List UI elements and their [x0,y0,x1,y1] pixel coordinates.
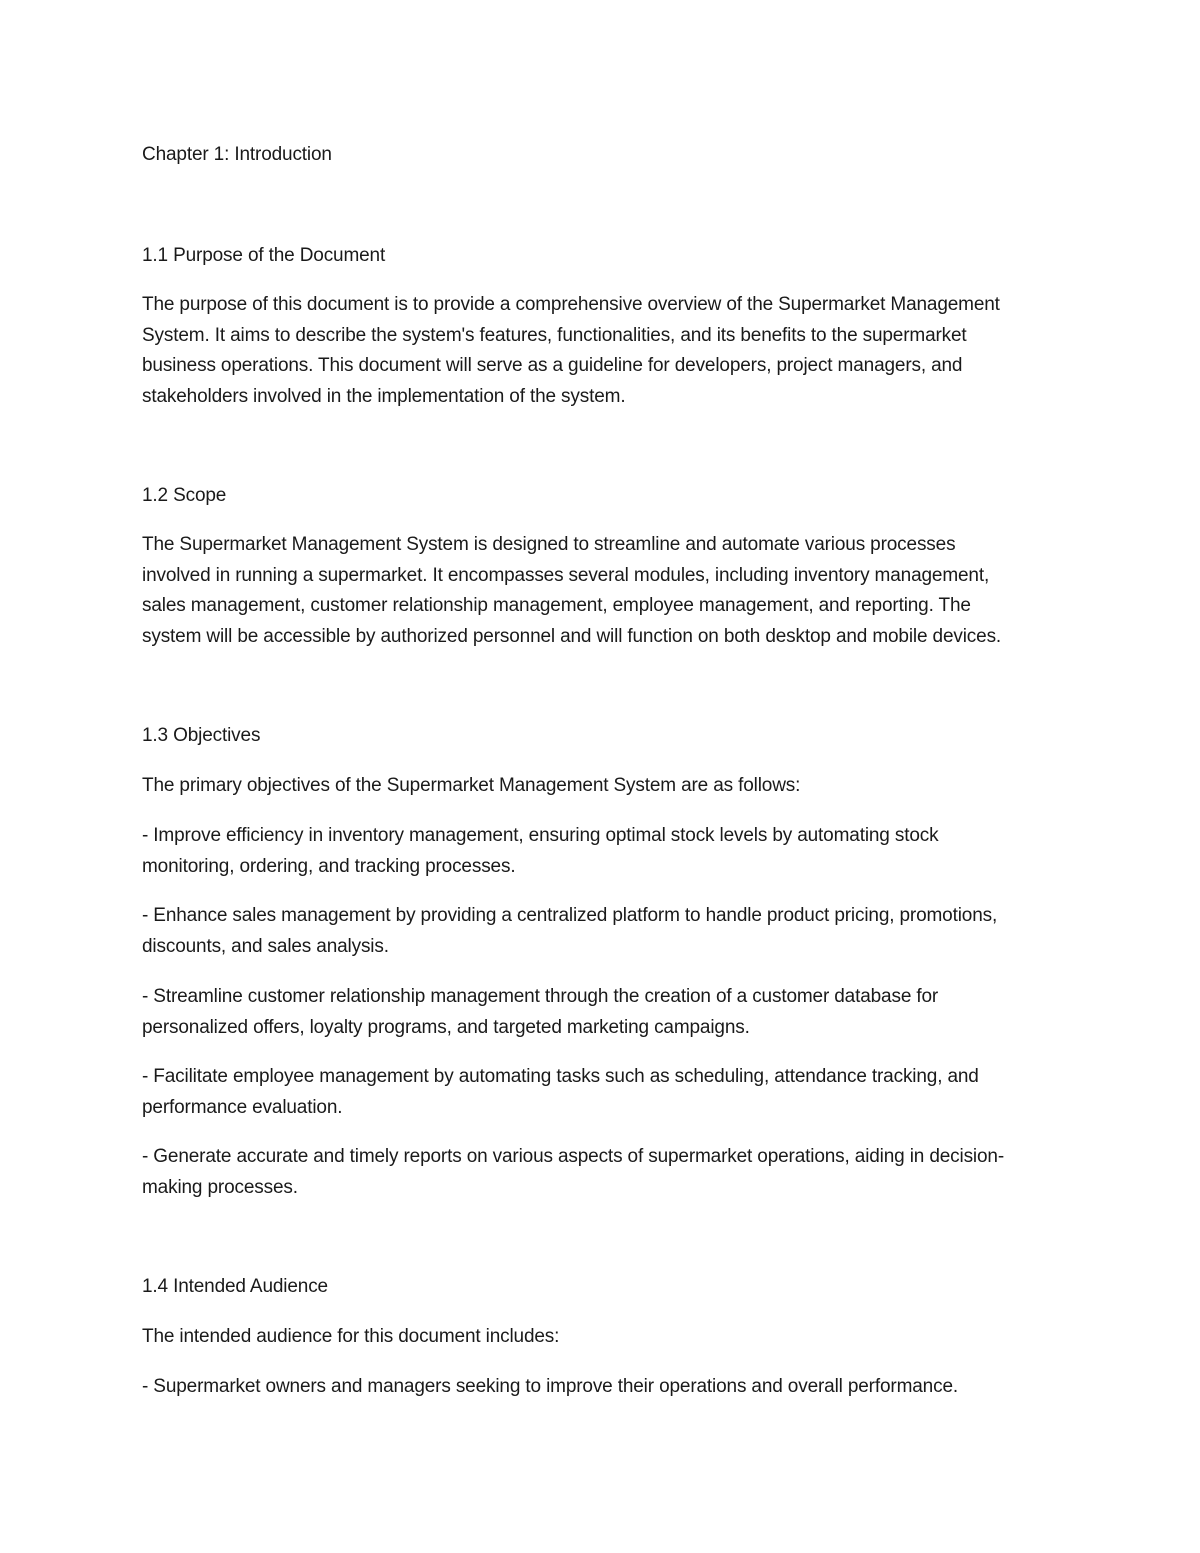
bullet-line: - Supermarket owners and managers seeking to improve their operations and overall performance. [142,1376,958,1397]
body-line: involved in running a supermarket. It encompasses several modules, including inventory management, [142,564,990,586]
body-line: business operations. This document will serve as a guideline for developers, project managers, and [142,355,963,376]
section-body-scope [142,530,1072,652]
objective-bullet [142,1062,1072,1123]
section-intro-objectives [142,771,1072,802]
intro-line: The primary objectives of the Supermarket Management System are as follows: [142,775,801,796]
bullet-line: performance evaluation. [142,1096,343,1118]
section-intro-audience [142,1322,1072,1353]
bullet-line: - Streamline customer relationship management through the creation of a customer database for [142,986,939,1007]
audience-bullet [142,1372,1072,1403]
intro-line: The intended audience for this document includes: [142,1326,560,1347]
bullet-line: discounts, and sales analysis. [142,935,389,957]
section-heading-text: 1.4 Intended Audience [142,1276,328,1297]
bullet-line: making processes. [142,1176,298,1198]
section-heading-purpose [142,241,1072,272]
section-heading-text: 1.1 Purpose of the Document [142,245,386,266]
chapter-title [142,140,1072,171]
bullet-line: - Facilitate employee management by automating tasks such as scheduling, attendance tracking, and [142,1066,979,1087]
body-line: system will be accessible by authorized personnel and will function on both desktop and mobile devices. [142,625,1002,647]
chapter-title-text: Chapter 1: Introduction [142,144,332,165]
bullet-line: - Improve efficiency in inventory management, ensuring optimal stock levels by automating stock [142,825,939,846]
bullet-line: - Enhance sales management by providing a centralized platform to handle product pricing, promotions, [142,905,998,926]
objective-bullet [142,821,1072,882]
section-heading-text: 1.2 Scope [142,485,227,506]
objective-bullet [142,982,1072,1043]
body-line: stakeholders involved in the implementation of the system. [142,385,626,407]
objective-bullet [142,1142,1072,1203]
body-line: The Supermarket Management System is designed to streamline and automate various processes [142,534,956,555]
body-line: The purpose of this document is to provide a comprehensive overview of the Supermarket Management [142,294,1000,315]
objective-bullet [142,901,1072,962]
bullet-line: monitoring, ordering, and tracking processes. [142,855,516,877]
section-body-purpose [142,290,1072,412]
section-heading-text: 1.3 Objectives [142,725,261,746]
bullet-line: personalized offers, loyalty programs, and targeted marketing campaigns. [142,1016,750,1038]
section-heading-scope [142,481,1072,512]
body-line: sales management, customer relationship management, employee management, and reporting. The [142,595,971,616]
body-line: System. It aims to describe the system's features, functionalities, and its benefits to the supermarket [142,324,967,346]
bullet-line: - Generate accurate and timely reports on various aspects of supermarket operations, aiding in decision- [142,1146,1005,1167]
section-heading-objectives [142,721,1072,752]
section-heading-audience [142,1272,1072,1303]
